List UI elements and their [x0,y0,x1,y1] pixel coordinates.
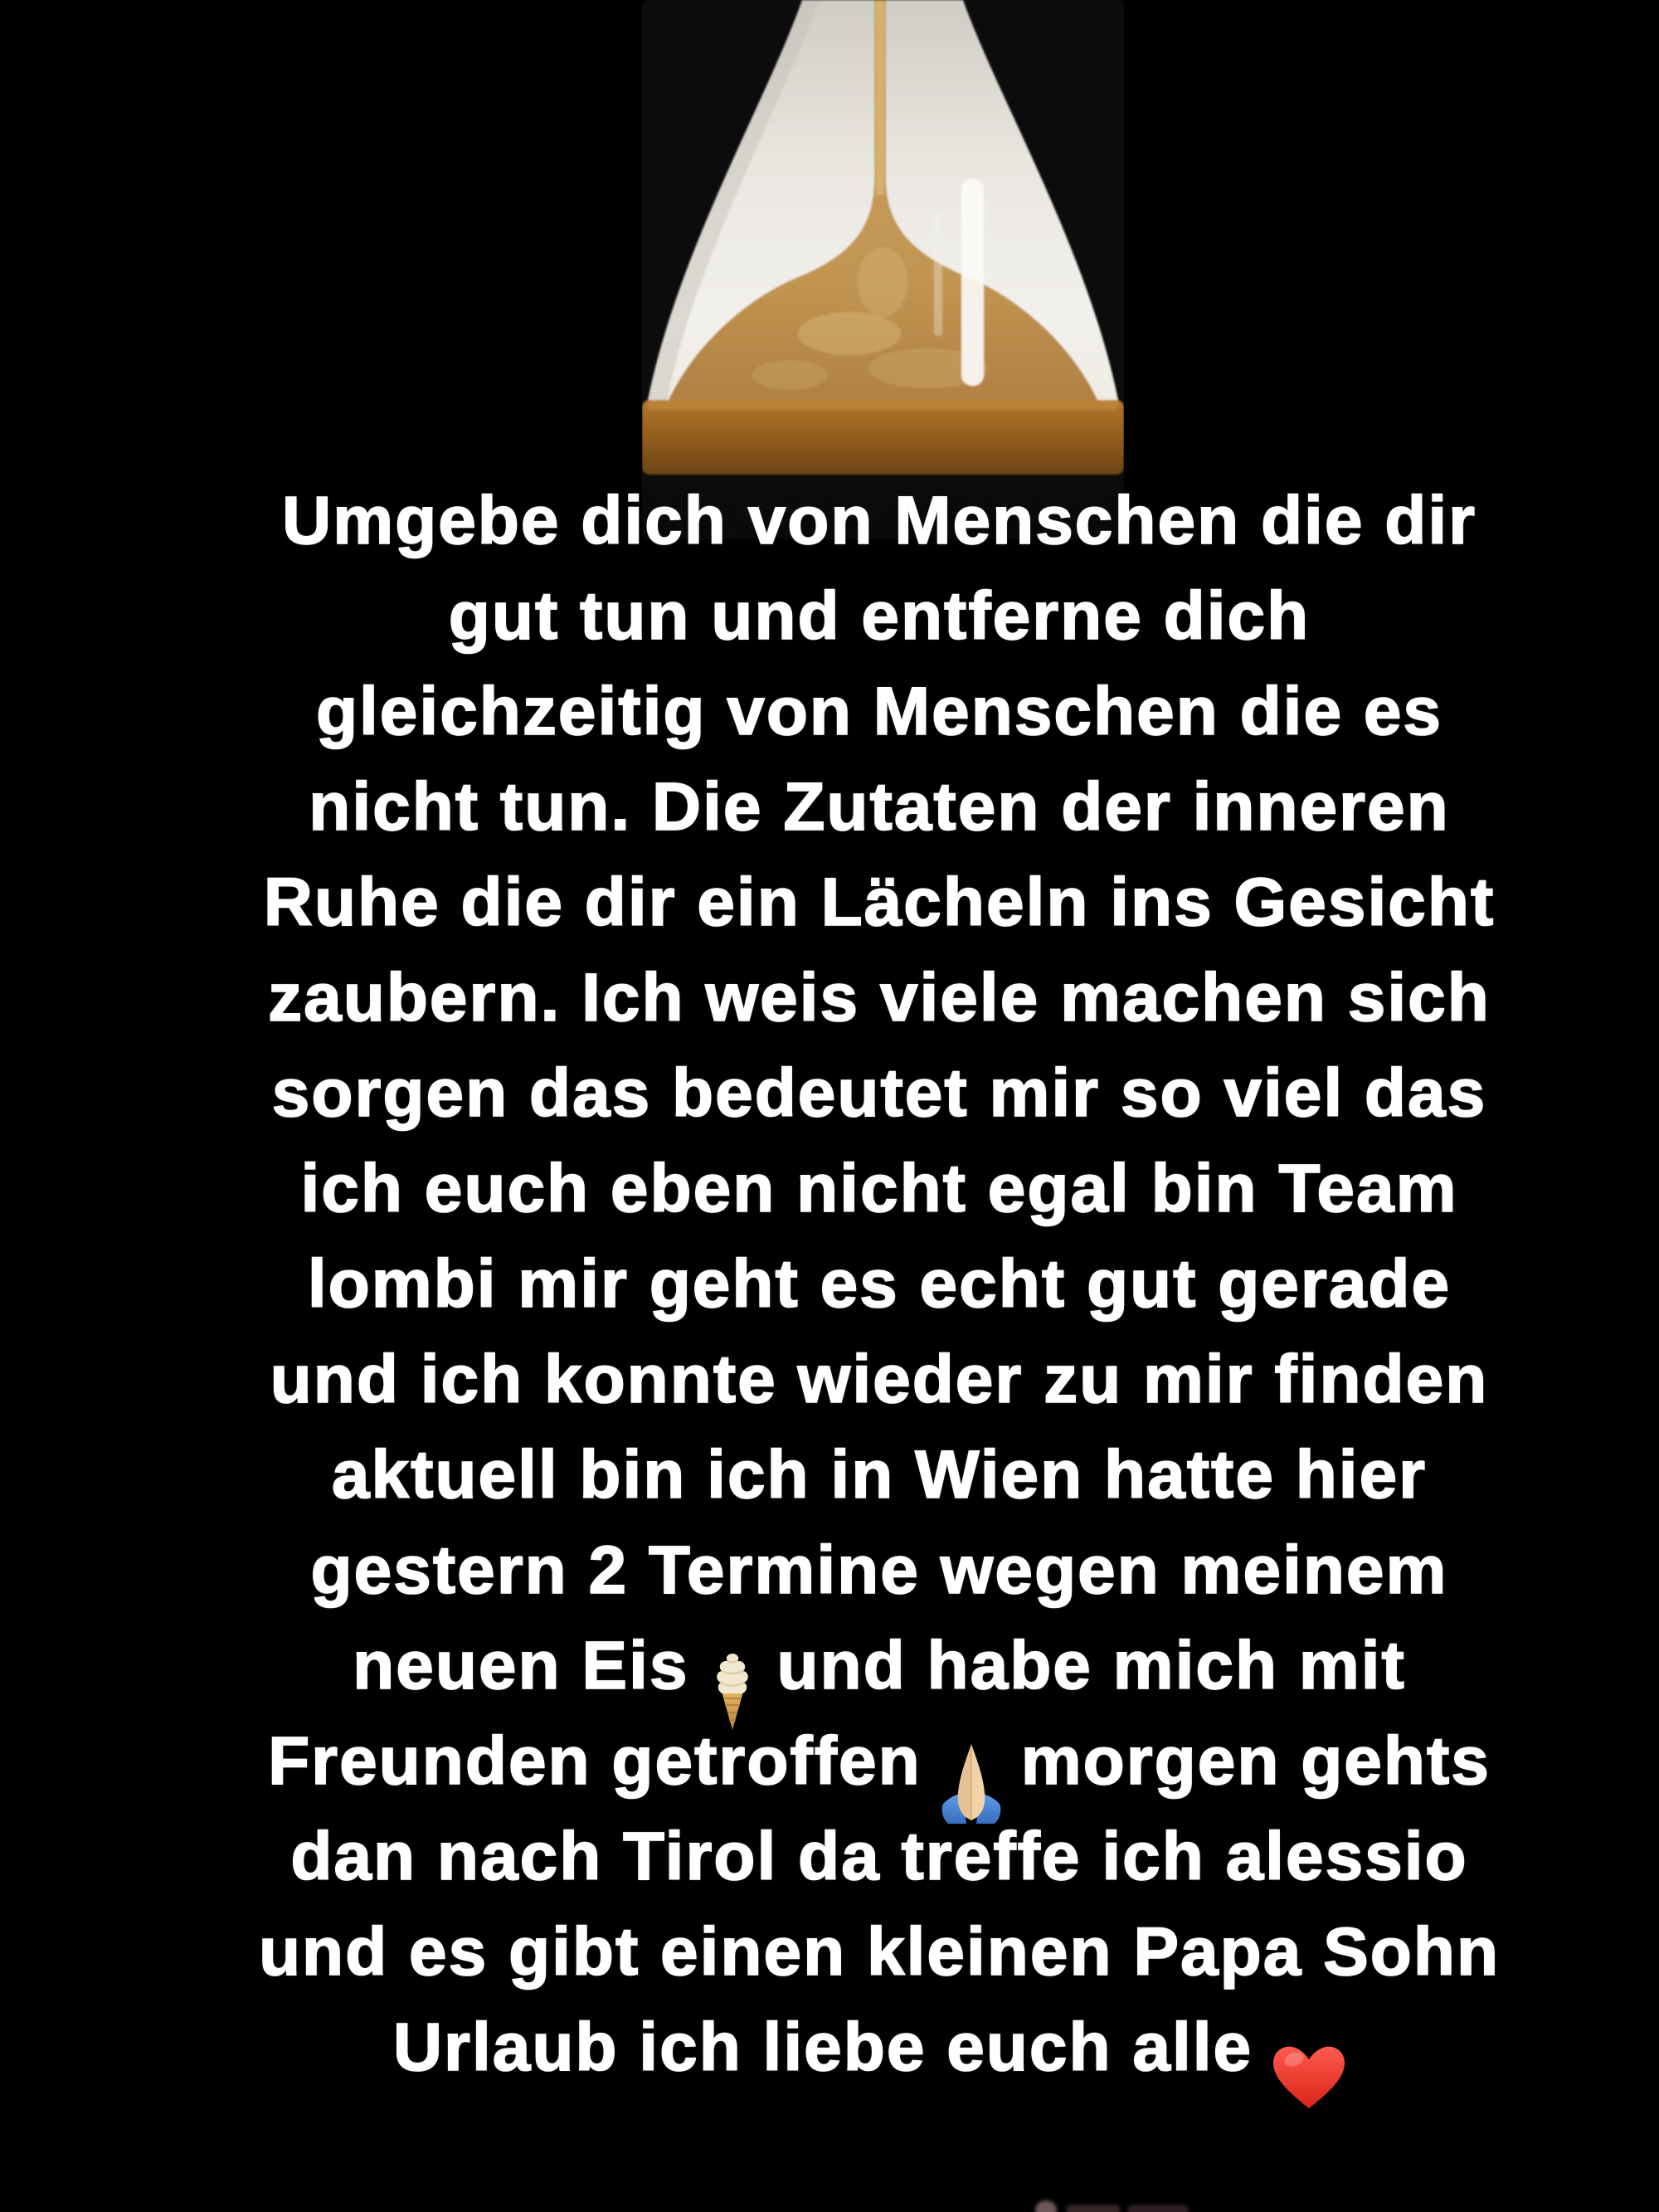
hourglass-image [642,0,1124,543]
red-heart-icon [1269,2042,1349,2115]
caption-line: sorgen das bedeutet mir so viel das [271,1055,1487,1131]
caption-text: morgen gehts [1020,1723,1491,1799]
caption-line [100,1618,1659,1713]
caption-line: Umgebe dich von Menschen die dir [281,483,1477,558]
watermark-dot [1035,2200,1057,2212]
caption-line: gleichzeitig von Menschen die es [315,674,1443,749]
caption-line [100,1713,1659,1809]
caption-text: neuen Eis [353,1628,689,1703]
watermark-smudge [1127,2205,1189,2212]
caption-line: gut tun und entferne dich [448,578,1311,654]
caption-text: Urlaub ich liebe euch alle [392,2010,1253,2085]
story-text-block [100,473,1659,2095]
caption-line: nicht tun. Die Zutaten der inneren [309,769,1450,845]
caption-line: dan nach Tirol da treffe ich alessio [290,1819,1468,1894]
caption-text: und habe mich mit [776,1628,1406,1703]
caption-line: gestern 2 Termine wegen meinem [310,1532,1448,1608]
caption-line: aktuell bin ich in Wien hatte hier [331,1437,1428,1513]
caption-line: und ich konnte wieder zu mir finden [270,1342,1489,1417]
caption-line: Ruhe die dir ein Lächeln ins Gesicht [263,865,1496,940]
watermark [1031,2197,1193,2212]
caption-text: Freunden getroffen [268,1723,922,1799]
watermark-smudge [1066,2205,1121,2212]
caption-line: lombi mir geht es echt gut gerade [307,1246,1452,1322]
caption-line: und es gibt einen kleinen Papa Sohn [258,1914,1501,1990]
caption-line [100,2000,1659,2095]
caption-line: zaubern. Ich weis viele machen sich [268,960,1491,1035]
caption-line: ich euch eben nicht egal bin Team [300,1151,1458,1226]
